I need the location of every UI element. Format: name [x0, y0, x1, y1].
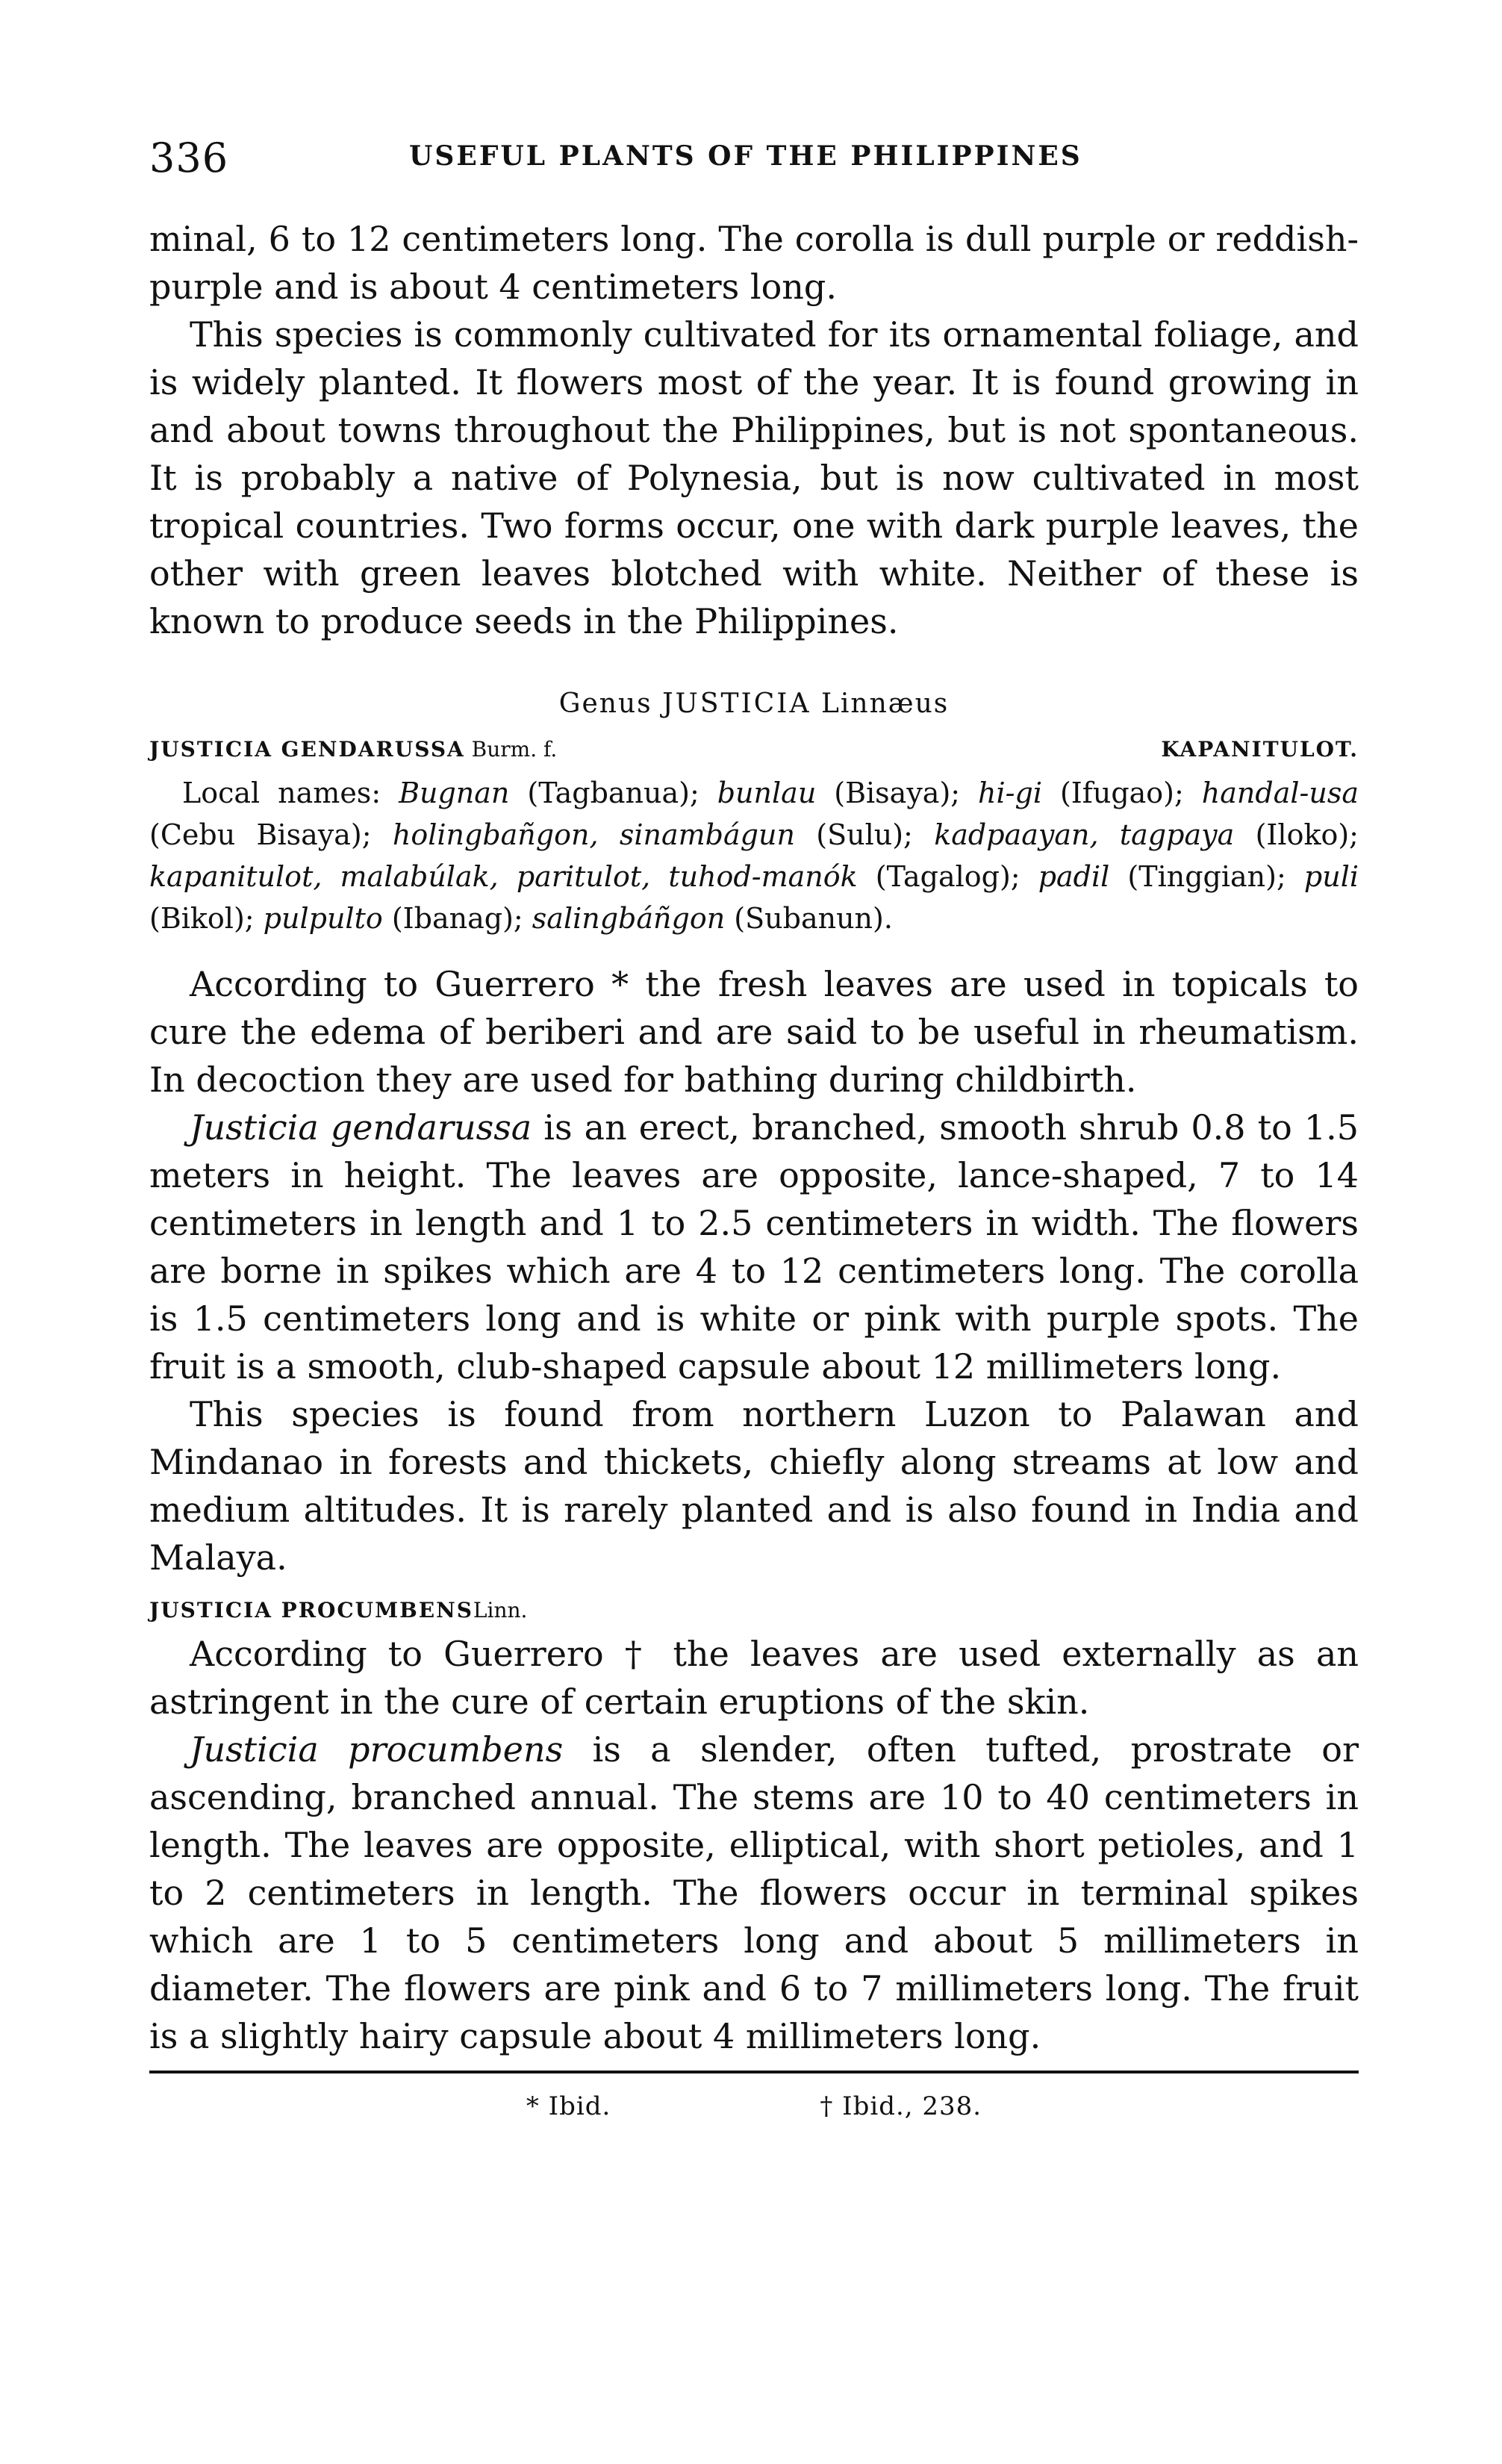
footnote-rule [149, 2071, 1359, 2073]
local-names [149, 772, 1359, 939]
local-name-language: (Ifugao); [1041, 777, 1202, 809]
page-number: 336 [149, 134, 229, 181]
local-name-language: (Tagbanua); [509, 777, 717, 809]
footnote-ibid-238: † Ibid., 238. [820, 2091, 982, 2121]
local-name-language: (Subanun). [725, 902, 893, 935]
local-name-language: (Iloko); [1234, 818, 1359, 851]
common-name: KAPANITULOT. [1161, 737, 1359, 762]
description-text: is an erect, branched, smooth shrub 0.8 to 1.5 meters in height. The leaves are opposite, lance-shaped, 7 to 14 centimeters in length and 1 to 2.5 centimeters in width. The flowers are borne in spikes which are 4 to 12 centimeters long. The corolla is 1.5 centimeters long and is white or pink with purple spots. The fruit is a smooth, club-shaped capsule about 12 millimeters long. [149, 1107, 1359, 1387]
local-name: holingbañgon, sinambágun [392, 818, 795, 851]
local-name: pulpulto [263, 902, 383, 935]
genus-heading [149, 688, 1359, 719]
local-name: bunlau [717, 777, 817, 809]
running-title: USEFUL PLANTS OF THE PHILIPPINES [409, 140, 1082, 172]
species-author: Linn. [473, 1598, 528, 1623]
species-inline-name: Justicia gendarussa [190, 1107, 532, 1148]
local-name: kadpaayan, tagpaya [934, 818, 1235, 851]
local-name-language: (Cebu Bisaya); [149, 818, 393, 851]
local-name: padil [1038, 860, 1110, 893]
local-name-language: (Ibanag); [382, 902, 532, 935]
local-name-language: (Tinggian); [1109, 860, 1304, 893]
local-name-language: (Bisaya); [816, 777, 979, 809]
paragraph-range-gendarussa: This species is found from northern Luzon to Palawan and Mindanao in forests and thickets, chiefly along streams at low and medium altitudes. It is rarely planted and is also found in India and Malaya. [149, 1394, 1359, 1578]
local-name: puli [1303, 860, 1359, 893]
local-name: kapanitulot, malabúlak, paritulot, tuhod-manók [149, 860, 858, 893]
paragraph-continuation: minal, 6 to 12 centimeters long. The corolla is dull purple or reddish-purple and is about 4 centimeters long. [149, 219, 1359, 307]
species-author: Burm. f. [464, 737, 558, 762]
local-name-language: (Bikol); [149, 902, 264, 935]
species-name: JUSTICIA PROCUMBENS [149, 1598, 473, 1623]
paragraph-description-procumbens [149, 1726, 1359, 2060]
local-name: Bugnan [399, 777, 510, 809]
description-text: is a slender, often tufted, prostrate or ascending, branched annual. The stems are 10 to 40 centimeters in length. The leaves are opposite, elliptical, with short petioles, and 1 to 2 centimeters in length. The flowers occur in terminal spikes which are 1 to 5 centimeters long and about 5 millimeters in diameter. The flowers are pink and 6 to 7 millimeters long. The fruit is a slightly hairy capsule about 4 millimeters long. [149, 1729, 1359, 2056]
local-name-language: (Sulu); [794, 818, 935, 851]
genus-prefix: Genus [558, 688, 663, 719]
paragraph-uses-procumbens: According to Guerrero † the leaves are used externally as an astringent in the cure of certain eruptions of the skin. [149, 1634, 1359, 1722]
genus-name: JUSTICIA [662, 688, 811, 719]
local-name: salingbáñgon [532, 902, 726, 935]
local-name: hi-gi [978, 777, 1042, 809]
footnote-ibid: * Ibid. [526, 2091, 611, 2121]
species-heading-gendarussa [149, 737, 1359, 762]
species-title [149, 737, 557, 762]
paragraph-description-gendarussa [149, 1104, 1359, 1390]
local-names-label: Local names: [182, 777, 399, 809]
local-name-language: (Tagalog); [857, 860, 1038, 893]
species-inline-name: Justicia procumbens [190, 1729, 564, 1770]
page-body [149, 215, 1359, 2121]
running-head [149, 134, 1359, 187]
paragraph-uses-gendarussa: According to Guerrero * the fresh leaves are used in topicals to cure the edema of beriberi and are said to be useful in rheumatism. In decoction they are used for bathing during childbirth. [149, 964, 1359, 1100]
species-name: JUSTICIA GENDARUSSA [149, 737, 465, 762]
footnotes [149, 2091, 1359, 2121]
local-name: handal-usa [1201, 777, 1359, 809]
species-heading-procumbens [149, 1598, 1359, 1623]
paragraph-cultivation: This species is commonly cultivated for its ornamental foliage, and is widely planted. It flowers most of the year. It is found growing in and about towns throughout the Philippines, but is not spontaneous. It is probably a native of Polynesia, but is now cultivated in most tropical countries. Two forms occur, one with dark purple leaves, the other with green leaves blotched with white. Neither of these is known to produce seeds in the Philippines. [149, 314, 1359, 641]
genus-author: Linnæus [811, 688, 950, 719]
